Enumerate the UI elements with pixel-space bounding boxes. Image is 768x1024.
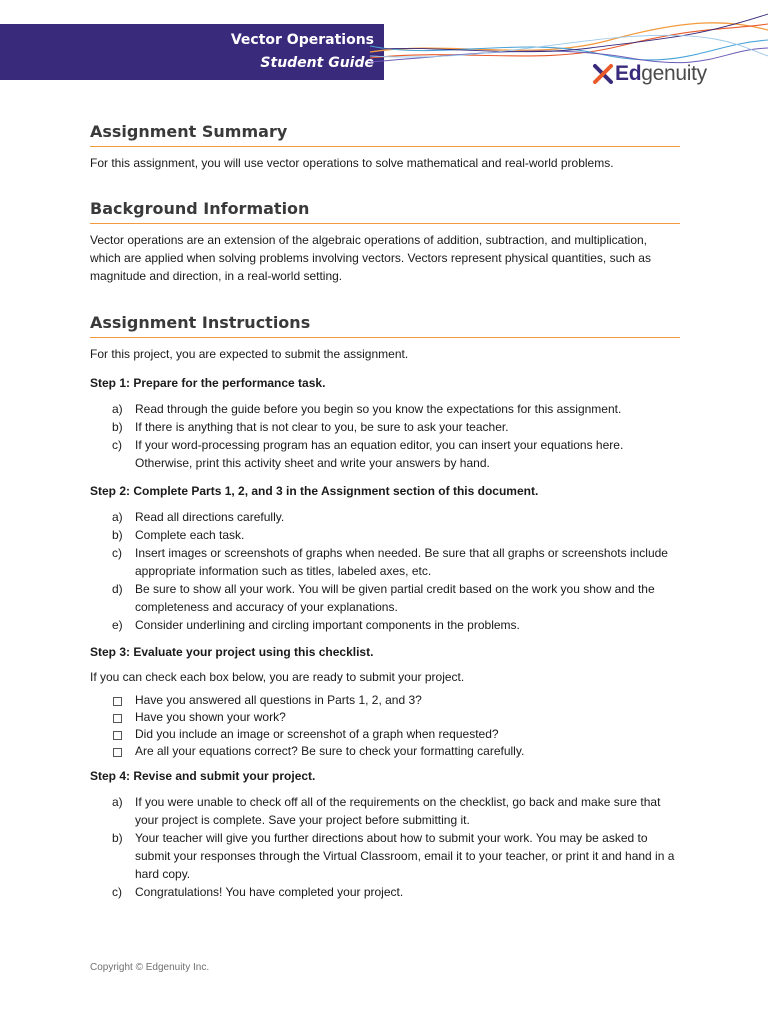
list-item (90, 508, 680, 526)
list-marker: c) (112, 438, 122, 452)
list-marker: b) (112, 420, 123, 434)
background-heading: Background Information (90, 199, 680, 224)
step4-list (90, 793, 680, 901)
checklist-item-text: Are all your equations correct? Be sure to check your formatting carefully. (135, 744, 525, 758)
decorative-waves (370, 0, 768, 90)
list-item (90, 544, 680, 580)
list-marker: b) (112, 831, 123, 845)
checklist-item-text: Have you shown your work? (135, 710, 286, 724)
list-marker: c) (112, 546, 122, 560)
checklist (90, 692, 680, 760)
list-item-text: If your word-processing program has an equation editor, you can insert your equations here. Otherwise, print this activity sheet and write your answers by hand. (135, 438, 624, 470)
list-item-text: Complete each task. (135, 528, 245, 542)
checklist-item (90, 692, 680, 709)
step3-intro: If you can check each box below, you are ready to submit your project. (90, 670, 465, 684)
header-banner (0, 24, 384, 80)
list-marker: c) (112, 885, 122, 899)
list-item-text: Your teacher will give you further directions about how to submit your work. You may be asked to submit your responses through the Virtual Classroom, email it to your teacher, or print it and hand in a hard copy. (135, 831, 675, 881)
list-item-text: Congratulations! You have completed your project. (135, 885, 404, 899)
list-item-text: Read all directions carefully. (135, 510, 285, 524)
edgenuity-logo (592, 60, 707, 88)
logo-text-bold: Ed (615, 62, 642, 85)
checklist-item (90, 709, 680, 726)
checklist-item (90, 743, 680, 760)
instructions-heading: Assignment Instructions (90, 313, 680, 338)
summary-text: For this assignment, you will use vector operations to solve mathematical and real-world problems. (90, 156, 614, 170)
list-item (90, 829, 680, 883)
checkbox-icon[interactable] (113, 697, 122, 706)
list-marker: a) (112, 510, 123, 524)
list-item-text: Be sure to show all your work. You will be given partial credit based on the work you show and the completeness and accuracy of your explanations. (135, 582, 655, 614)
list-item (90, 883, 680, 901)
document-title: Vector Operations (230, 32, 374, 48)
checkbox-icon[interactable] (113, 714, 122, 723)
list-marker: a) (112, 795, 123, 809)
edgenuity-x-icon (592, 63, 614, 85)
list-item (90, 580, 680, 616)
document-subtitle: Student Guide (260, 55, 374, 71)
document-body (90, 122, 680, 901)
step3-title: Step 3: Evaluate your project using this checklist. (90, 645, 374, 659)
list-item-text: If you were unable to check off all of the requirements on the checklist, go back and make sure that your project is complete. Save your project before submitting it. (135, 795, 661, 827)
list-item (90, 436, 680, 472)
checkbox-icon[interactable] (113, 731, 122, 740)
list-item (90, 793, 680, 829)
list-marker: e) (112, 618, 123, 632)
list-marker: a) (112, 402, 123, 416)
instructions-intro: For this project, you are expected to submit the assignment. (90, 347, 409, 361)
list-marker: b) (112, 528, 123, 542)
step2-list (90, 508, 680, 634)
list-item (90, 400, 680, 418)
list-item (90, 616, 680, 634)
list-item-text: Consider underlining and circling important components in the problems. (135, 618, 520, 632)
checklist-item (90, 726, 680, 743)
checklist-item-text: Have you answered all questions in Parts 1, 2, and 3? (135, 693, 422, 707)
background-text: Vector operations are an extension of the algebraic operations of addition, subtraction, and multiplication, which are applied when solving problems involving vectors. Vectors represent physical quantities, such as magnitude and direction, in a real-world setting. (90, 233, 651, 283)
list-item-text: Insert images or screenshots of graphs when needed. Be sure that all graphs or screenshots include appropriate information such as titles, labeled axes, etc. (135, 546, 668, 578)
checklist-item-text: Did you include an image or screenshot of a graph when requested? (135, 727, 499, 741)
list-item (90, 526, 680, 544)
list-item-text: If there is anything that is not clear to you, be sure to ask your teacher. (135, 420, 509, 434)
list-item-text: Read through the guide before you begin so you know the expectations for this assignment. (135, 402, 622, 416)
step1-title: Step 1: Prepare for the performance task. (90, 376, 326, 390)
list-marker: d) (112, 582, 123, 596)
logo-wordmark (615, 62, 707, 86)
step1-list (90, 400, 680, 472)
step2-title: Step 2: Complete Parts 1, 2, and 3 in the Assignment section of this document. (90, 484, 539, 498)
logo-text-rest: genuity (641, 62, 707, 85)
checkbox-icon[interactable] (113, 748, 122, 757)
list-item (90, 418, 680, 436)
summary-heading: Assignment Summary (90, 122, 680, 147)
step4-title: Step 4: Revise and submit your project. (90, 769, 316, 783)
copyright-footer: Copyright © Edgenuity Inc. (90, 962, 210, 973)
